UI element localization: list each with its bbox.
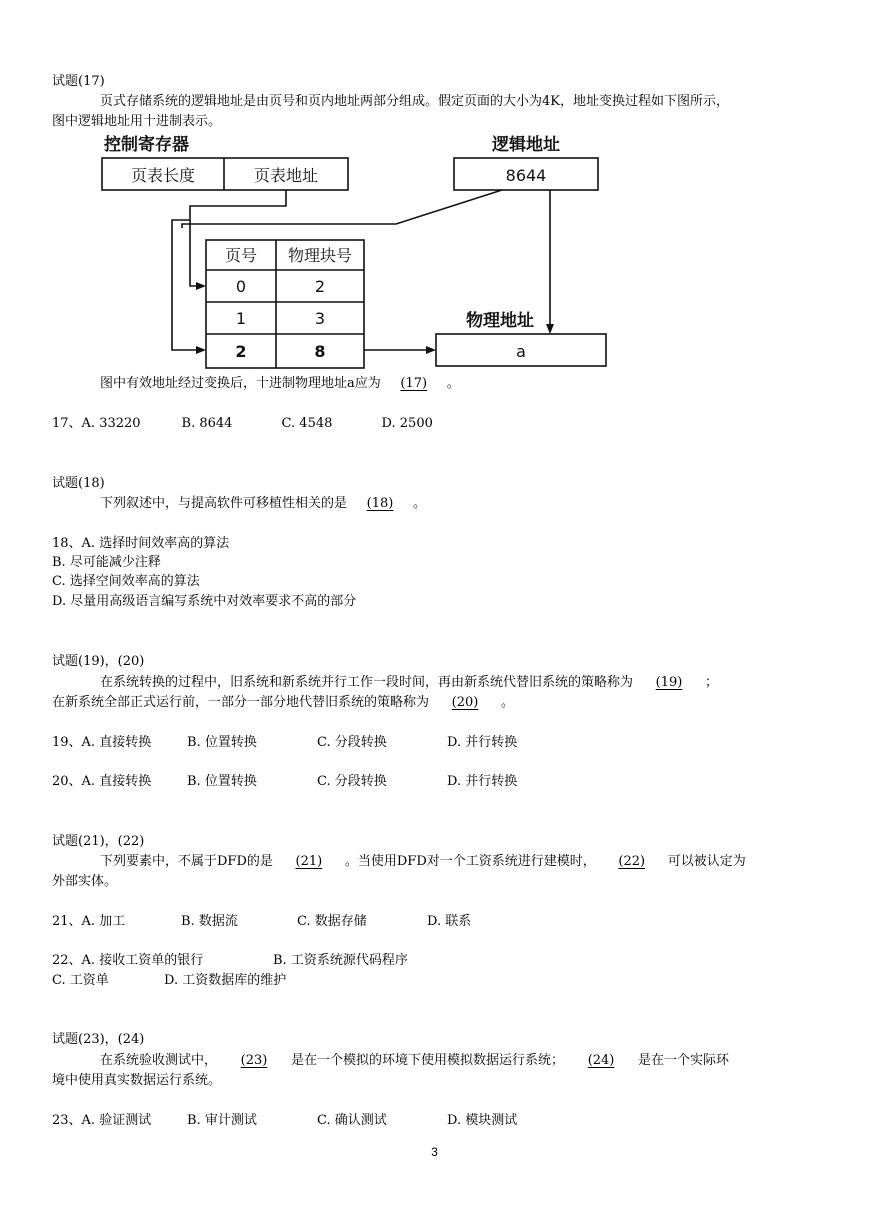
answer-blank: (19) [655, 675, 683, 690]
q18-stem-end: 。 [413, 496, 427, 511]
answer-blank: (23) [240, 1053, 268, 1068]
q19-stem-line1 [52, 673, 718, 692]
option-a: 22、A. 接收工资单的银行 [52, 953, 204, 968]
logical-address-value: 8644 [505, 166, 547, 185]
q19-stem-line2 [52, 693, 514, 712]
physical-address-label: 物理地址 [466, 311, 534, 331]
q18-stem-text: 下列叙述中，与提高软件可移植性相关的是 [100, 496, 348, 511]
option-b: B. 8644 [181, 416, 233, 431]
option-a: 18、A. 选择时间效率高的算法 [52, 536, 230, 551]
option-a: 23、A. 验证测试 [52, 1113, 152, 1128]
q18-title: 试题(18) [52, 476, 105, 491]
q20-stem-end: 。 [501, 695, 515, 710]
q20-stem-text: 在新系统全部正式运行前，一部分一部分地代替旧系统的策略称为 [52, 695, 430, 710]
address-translation-diagram [96, 128, 616, 374]
page-table-cell: 0 [235, 277, 247, 296]
q23-stem-line2: 境中使用真实数据运行系统。 [52, 1073, 222, 1088]
page-table-cell: 2 [314, 277, 326, 296]
option-b: B. 位置转换 [187, 774, 257, 789]
q23-stem-line1 [52, 1051, 729, 1070]
option-c: C. 确认测试 [317, 1113, 387, 1128]
logical-address-label: 逻辑地址 [492, 135, 560, 155]
option-c: C. 选择空间效率高的算法 [52, 574, 200, 589]
option-b: B. 数据流 [181, 914, 238, 929]
q19-title: 试题(19)，(20) [52, 654, 145, 669]
option-c: C. 数据存储 [297, 914, 367, 929]
option-d: D. 工资数据库的维护 [164, 973, 287, 988]
page-number-header: 页号 [224, 246, 258, 265]
option-b: B. 工资系统源代码程序 [273, 953, 408, 968]
option-b: B. 尽可能减少注释 [52, 555, 161, 570]
answer-blank: (18) [366, 496, 394, 511]
q24-stem-text: 是在一个模拟的环境下使用模拟数据运行系统； [291, 1053, 565, 1068]
option-d: D. 2500 [381, 416, 433, 431]
q22-stem-end: 可以被认定为 [667, 854, 746, 869]
q23-title: 试题(23)，(24) [52, 1032, 145, 1047]
q21-stem-line2: 外部实体。 [52, 874, 118, 889]
q19-stem-end: ； [705, 675, 719, 690]
option-d: D. 并行转换 [447, 774, 518, 789]
page-table-address-cell: 页表地址 [253, 166, 319, 185]
option-d: D. 尽量用高级语言编写系统中对效率要求不高的部分 [52, 594, 357, 609]
q19-stem-text: 在系统转换的过程中，旧系统和新系统并行工作一段时间，再由新系统代替旧系统的策略称为 [100, 675, 634, 690]
q17-question [52, 374, 460, 393]
q17-title: 试题(17) [52, 74, 105, 89]
q24-stem-end: 是在一个实际环 [638, 1053, 730, 1068]
physical-address-value: a [516, 342, 526, 361]
option-a: A. 33220 [81, 416, 141, 431]
option-c: C. 工资单 [52, 973, 109, 988]
q17-question-text: 图中有效地址经过变换后，十进制物理地址a应为 [100, 376, 381, 391]
q22-options-line2 [52, 971, 286, 990]
answer-blank: (24) [587, 1053, 615, 1068]
q22-stem-text: 。当使用DFD对一个工资系统进行建模时， [344, 854, 596, 869]
option-b: B. 位置转换 [187, 735, 257, 750]
q17-question-end: 。 [446, 376, 460, 391]
option-d: D. 模块测试 [447, 1113, 518, 1128]
option-b: B. 审计测试 [187, 1113, 257, 1128]
q21-title: 试题(21)，(22) [52, 834, 145, 849]
page-table-length-cell: 页表长度 [130, 166, 196, 185]
q17-stem-line1: 页式存储系统的逻辑地址是由页号和页内地址两部分组成。假定页面的大小为4K，地址变换过程如下图所示， [100, 94, 729, 109]
option-a: 21、A. 加工 [52, 914, 126, 929]
option-c: C. 分段转换 [317, 774, 387, 789]
q21-options [52, 912, 471, 931]
option-c: C. 分段转换 [317, 735, 387, 750]
answer-blank: (20) [451, 695, 479, 710]
q23-stem-text: 在系统验收测试中， [100, 1053, 218, 1068]
option-number: 17、 [52, 416, 82, 431]
block-number-header: 物理块号 [287, 246, 353, 265]
option-c: C. 4548 [281, 416, 333, 431]
q17-options [52, 414, 433, 433]
page-table-cell: 8 [314, 342, 326, 361]
page-number: 3 [431, 1145, 438, 1159]
page-table-cell: 2 [235, 342, 247, 361]
q21-stem-line1 [52, 852, 746, 871]
q22-options-line1 [52, 951, 408, 970]
answer-blank: (21) [295, 854, 323, 869]
answer-blank: (17) [400, 376, 428, 391]
control-register-label: 控制寄存器 [104, 135, 189, 155]
q20-options [52, 772, 517, 791]
answer-blank: (22) [618, 854, 646, 869]
q23-options [52, 1111, 517, 1130]
q19-options [52, 733, 517, 752]
q21-stem-text: 下列要素中，不属于DFD的是 [100, 854, 273, 869]
option-a: 19、A. 直接转换 [52, 735, 152, 750]
option-d: D. 联系 [427, 914, 472, 929]
q17-stem-line2: 图中逻辑地址用十进制表示。 [52, 114, 222, 129]
page-table-cell: 3 [314, 309, 326, 328]
option-a: 20、A. 直接转换 [52, 774, 152, 789]
option-d: D. 并行转换 [447, 735, 518, 750]
page-table-cell: 1 [235, 309, 247, 328]
q18-stem [52, 494, 426, 513]
